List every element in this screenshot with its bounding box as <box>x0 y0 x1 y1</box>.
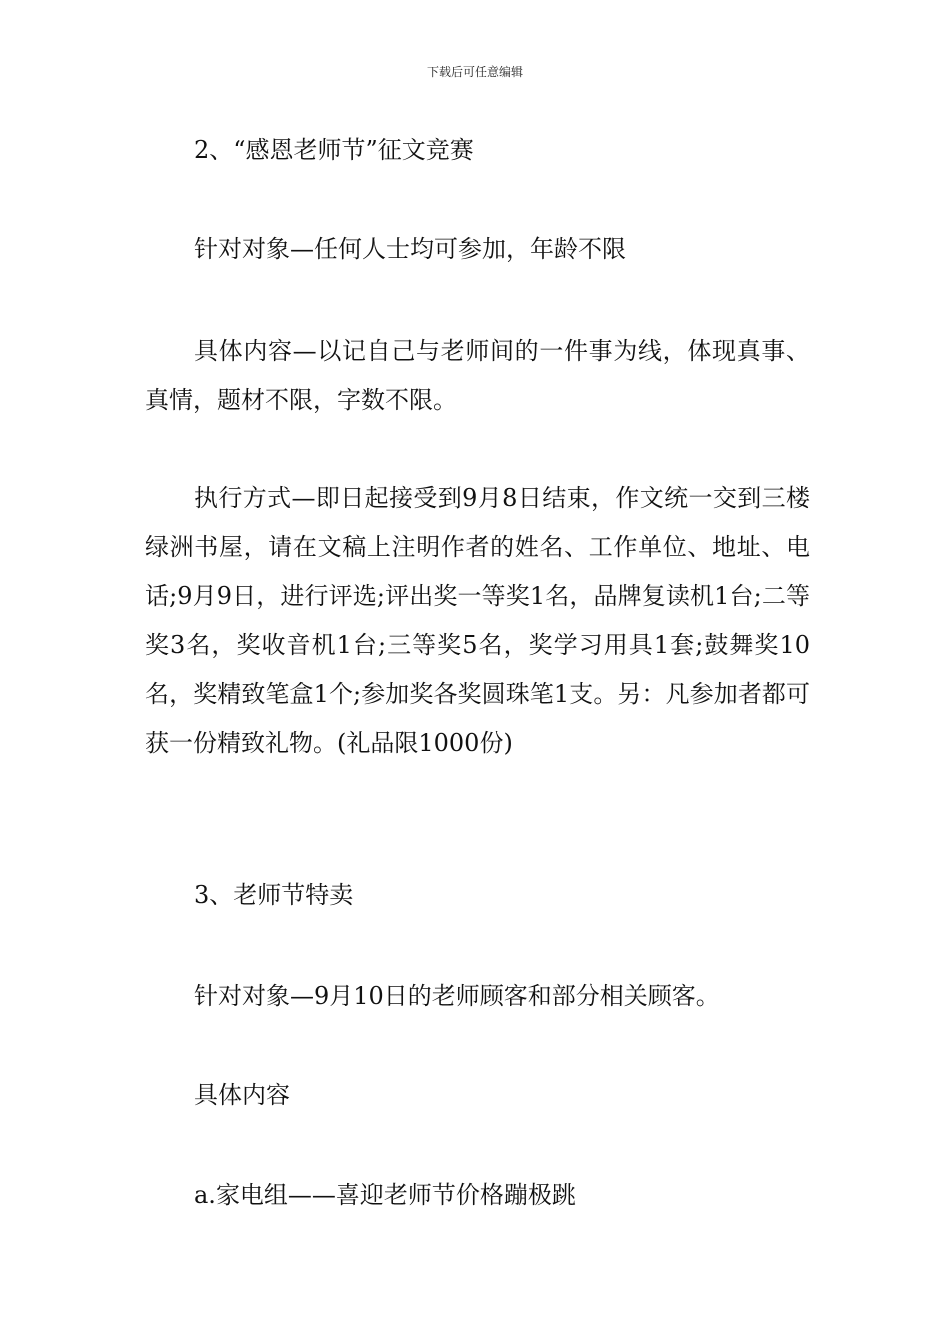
paragraph-execution: 执行方式—即日起接受到9月8日结束，作文统一交到三楼绿洲书屋，请在文稿上注明作者的姓名、工作单位、地址、电话;9月9日，进行评选;评出奖一等奖1名，品牌复读机1台;二等奖3名，奖收音机1台;三等奖5名，奖学习用具1套;鼓舞奖10名，奖精致笔盒1个;参加奖各奖圆珠笔1支。另：凡参加者都可获一份精致礼物。(礼品限1000份) <box>145 484 810 757</box>
section-heading-essay-contest: 2、“感恩老师节”征文竞赛 <box>194 136 474 164</box>
paragraph-content: 具体内容—以记自己与老师间的一件事为线，体现真事、真情，题材不限，字数不限。 <box>145 337 810 414</box>
paragraph-sale-target: 针对对象—9月10日的老师顾客和部分相关顾客。 <box>194 982 720 1010</box>
section-heading-special-sale: 3、老师节特卖 <box>194 881 354 909</box>
paragraph-content-heading: 具体内容 <box>194 1081 290 1109</box>
paragraph-target-audience: 针对对象—任何人士均可参加，年龄不限 <box>194 235 626 263</box>
paragraph-appliance-group: a.家电组——喜迎老师节价格蹦极跳 <box>194 1181 576 1209</box>
page-header-note: 下载后可任意编辑 <box>426 65 523 79</box>
